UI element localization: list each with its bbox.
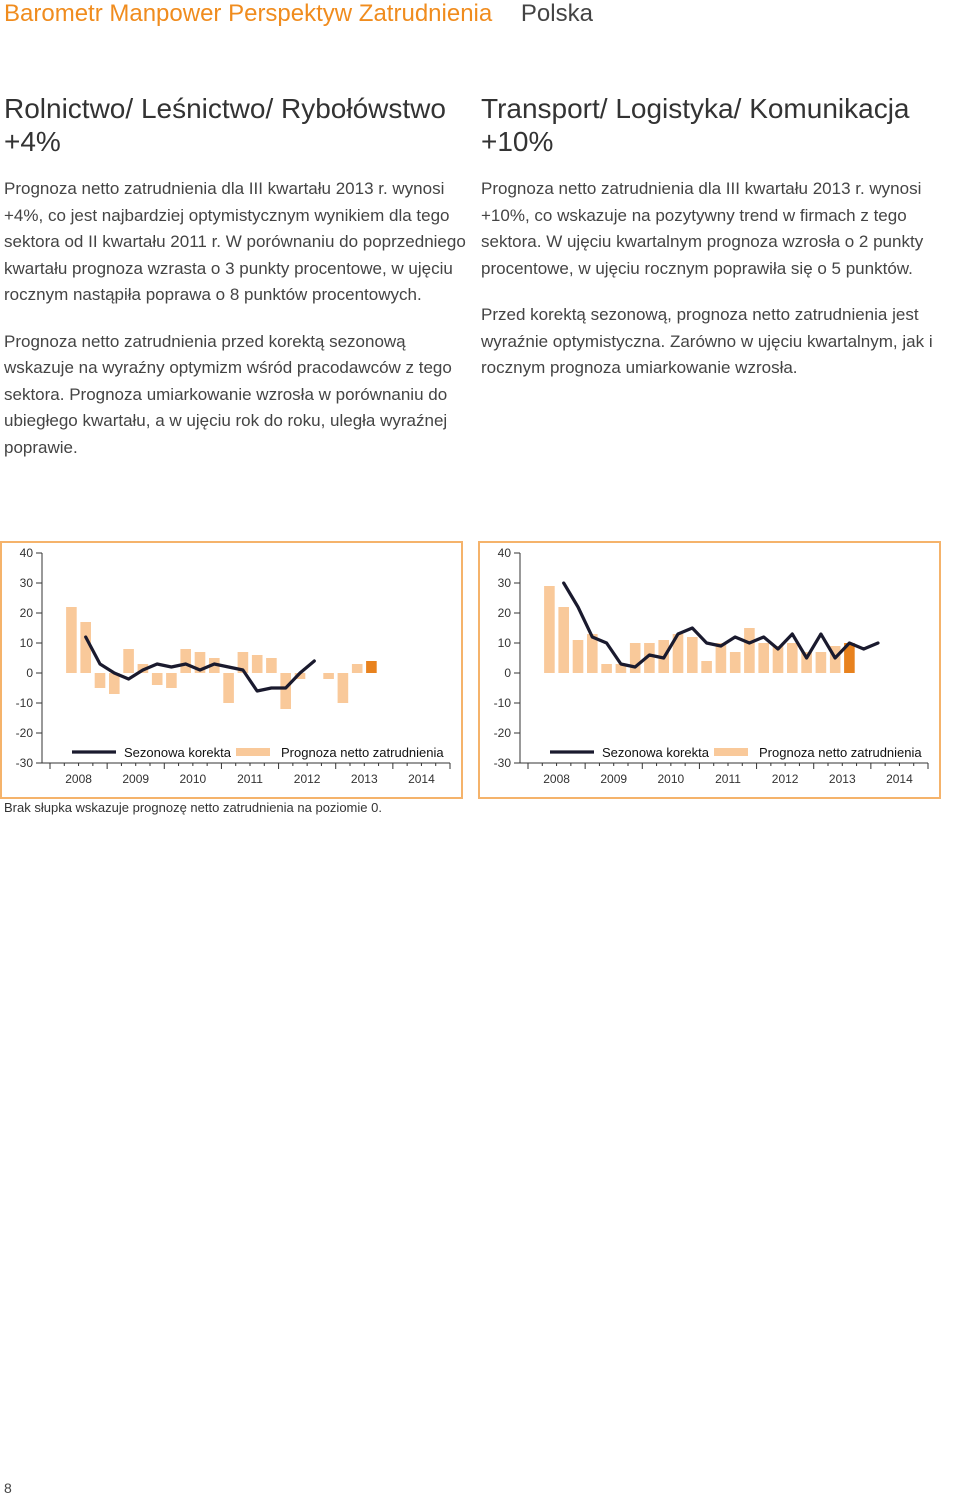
right-paragraph-1: Prognoza netto zatrudnienia dla III kwartału 2013 r. wynosi +10%, co wskazuje na pozytywny trend w firmach z tego sektora. W ujęciu kwartalnym prognoza wzrosła o 2 punkty procentowe, w ujęciu rocznym poprawiła się o 5 punktów.	[481, 179, 924, 278]
x-tick-label: 2014	[408, 772, 435, 786]
legend-bar-label: Prognoza netto zatrudnienia	[759, 745, 922, 760]
chart-transport-svg	[478, 541, 943, 801]
y-tick-label: 40	[497, 546, 511, 560]
y-tick-label: 0	[504, 666, 511, 680]
legend-line-label: Sezonowa korekta	[124, 745, 231, 760]
right-paragraph-2: Przed korektą sezonową, prognoza netto zatrudnienia jest wyraźnie optymistyczna. Zarówno w ujęciu kwartalnym, jak i rocznym prognoza umiarkowanie wzrosła.	[481, 305, 933, 377]
bar	[573, 640, 584, 673]
x-tick-label: 2009	[600, 772, 628, 786]
legend-line-label: Sezonowa korekta	[602, 745, 709, 760]
bar	[166, 673, 177, 688]
y-tick-label: 20	[19, 606, 33, 620]
bar	[544, 586, 555, 673]
y-tick-label: -30	[15, 756, 33, 770]
bar	[787, 643, 798, 673]
bar	[80, 622, 91, 673]
bar	[687, 637, 698, 673]
y-tick-label: -20	[15, 726, 33, 740]
bar	[338, 673, 349, 703]
left-paragraph-1: Prognoza netto zatrudnienia dla III kwartału 2013 r. wynosi +4%, co jest najbardziej optymistycznym wynikiem dla tego sektora od II kwartału 2011 r. W porównaniu do poprzedniego kwartału prognoza wzrasta o 3 punkty procentowe, w ujęciu rocznym nastąpiła poprawa o 8 punktów procentowych.	[4, 179, 466, 304]
y-tick-label: 0	[26, 666, 33, 680]
y-tick-label: 30	[19, 576, 33, 590]
bar	[601, 664, 612, 673]
bar	[280, 673, 291, 709]
y-tick-label: 40	[19, 546, 33, 560]
x-tick-label: 2013	[828, 772, 856, 786]
legend-bar-label: Prognoza netto zatrudnienia	[281, 745, 444, 760]
bar	[123, 649, 134, 673]
bar	[701, 661, 712, 673]
right-heading	[481, 92, 946, 158]
y-tick-label: 10	[497, 636, 511, 650]
left-heading	[4, 92, 469, 158]
x-tick-label: 2012	[771, 772, 799, 786]
chart-footnote: Brak słupka wskazuje prognozę netto zatrudnienia na poziomie 0.	[4, 800, 382, 815]
left-heading-sector: Rolnictwo/ Leśnictwo/ Rybołówstwo	[4, 93, 446, 124]
right-heading-value: +10%	[481, 126, 554, 157]
page-number: 8	[4, 1480, 12, 1496]
left-paragraph-2: Prognoza netto zatrudnienia przed korektą sezonową wskazuje na wyraźny optymizm wśród pracodawców z tego sektora. Prognoza umiarkowanie wzrosła w porównaniu do ubiegłego kwartału, a w ujęciu rok do roku, uległa wyraźnej poprawie.	[4, 331, 452, 457]
x-tick-label: 2011	[237, 772, 263, 786]
bar	[95, 673, 106, 688]
y-tick-label: 30	[497, 576, 511, 590]
bar	[223, 673, 234, 703]
left-heading-value: +4%	[4, 126, 61, 157]
bar	[816, 652, 827, 673]
header-country: Polska	[520, 0, 593, 27]
chart-rolnictwo-svg	[0, 541, 465, 801]
y-tick-label: -30	[493, 756, 511, 770]
legend-bar-swatch	[714, 748, 748, 756]
header-title: Barometr Manpower Perspektyw Zatrudnienia	[4, 0, 493, 27]
bar	[152, 673, 163, 685]
x-tick-label: 2009	[122, 772, 150, 786]
left-section	[4, 92, 469, 461]
chart-rolnictwo	[0, 541, 465, 801]
legend-bar-swatch	[236, 748, 270, 756]
bar	[252, 655, 263, 673]
bar	[366, 661, 377, 673]
x-tick-label: 2014	[886, 772, 913, 786]
bar	[266, 658, 277, 673]
x-tick-label: 2010	[179, 772, 207, 786]
x-tick-label: 2011	[715, 772, 741, 786]
right-heading-sector: Transport/ Logistyka/ Komunikacja	[481, 93, 910, 124]
x-tick-label: 2008	[543, 772, 570, 786]
chart-transport	[478, 541, 943, 801]
right-section	[481, 92, 946, 382]
bar	[558, 607, 569, 673]
bar	[66, 607, 77, 673]
x-tick-label: 2008	[65, 772, 92, 786]
page-header	[4, 0, 593, 28]
y-tick-label: -20	[493, 726, 511, 740]
bar	[758, 643, 769, 673]
y-tick-label: 10	[19, 636, 33, 650]
bar	[323, 673, 334, 679]
bar	[730, 652, 741, 673]
x-tick-label: 2013	[350, 772, 378, 786]
bar	[352, 664, 363, 673]
bar	[180, 649, 191, 673]
x-tick-label: 2012	[293, 772, 321, 786]
y-tick-label: -10	[15, 696, 33, 710]
bar	[744, 628, 755, 673]
x-tick-label: 2010	[657, 772, 685, 786]
y-tick-label: -10	[493, 696, 511, 710]
y-tick-label: 20	[497, 606, 511, 620]
